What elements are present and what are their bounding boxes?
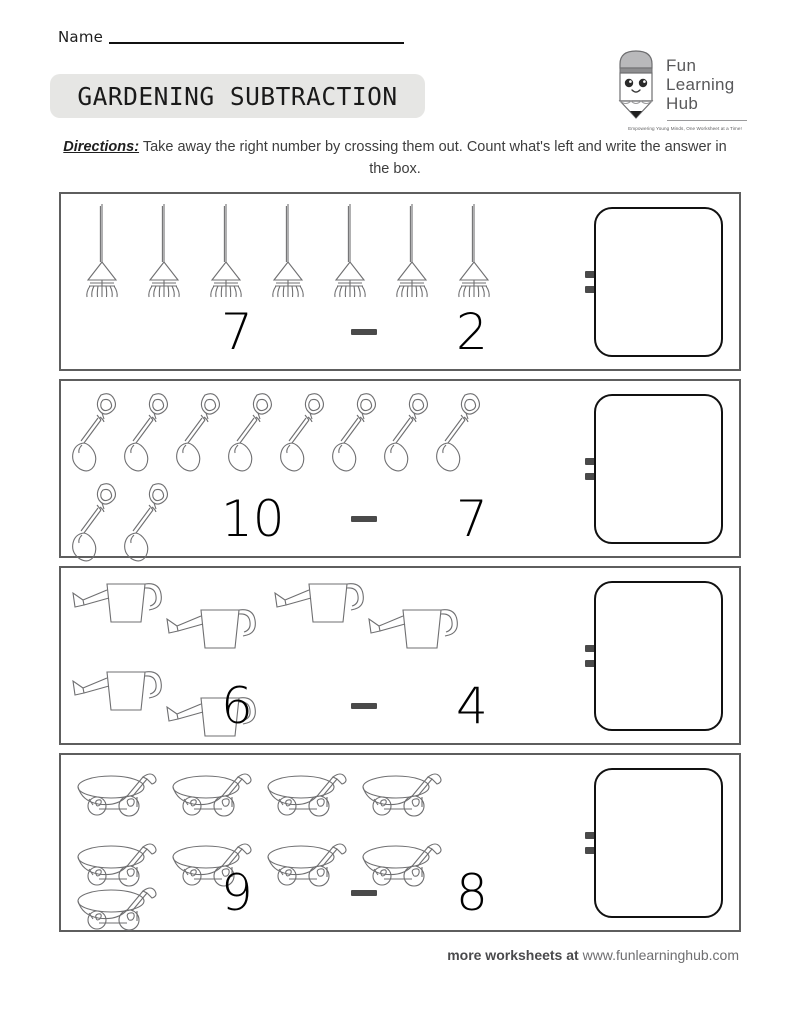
equation [71,295,531,361]
wheelbarrow-icon[interactable] [166,761,256,831]
shovel-icon[interactable] [435,387,487,477]
name-write-line[interactable] [109,42,404,44]
minuend: 9 [221,864,253,922]
watering-can-icon[interactable] [71,574,179,662]
logo-wordmark [666,56,735,113]
footer [0,947,791,963]
subtrahend: 2 [456,303,488,361]
answer-box[interactable] [594,207,723,357]
name-field-row [58,30,404,47]
minuend: 6 [221,677,253,735]
shovel-icon[interactable] [331,387,383,477]
minuend: 7 [221,303,253,361]
logo-line-2: Learning [666,75,735,94]
name-label: Name [58,28,104,46]
pencil-character-icon [610,48,662,122]
directions-label: Directions: [63,139,140,155]
watering-can-icon[interactable] [165,600,273,662]
subtrahend: 7 [456,490,488,548]
wheelbarrow-icon[interactable] [261,761,351,831]
watering-can-icon[interactable] [273,574,381,662]
worksheet-title-box [50,74,425,118]
directions-text: Take away the right number by crossing them out. Count what's left and write the answer in the box. [142,139,727,177]
shovel-icon[interactable] [71,387,123,477]
rake-icon-group[interactable] [71,200,526,300]
logo-line-3: Hub [666,94,699,113]
rake-icon[interactable] [71,200,133,300]
wheelbarrow-icon[interactable] [356,761,446,831]
footer-url[interactable]: www.funlearninghub.com [582,947,739,963]
rake-icon[interactable] [319,200,381,300]
rake-icon[interactable] [257,200,319,300]
minus-sign [351,516,377,522]
logo-divider [667,120,747,121]
subtrahend: 4 [456,677,488,735]
problem-list [59,192,741,940]
rake-icon[interactable] [195,200,257,300]
minuend: 10 [221,490,285,548]
minus-sign [351,890,377,896]
shovel-icon[interactable] [123,387,175,477]
answer-box[interactable] [594,768,723,918]
directions [55,136,735,180]
subtrahend: 8 [456,864,488,922]
page-title: GARDENING SUBTRACTION [77,81,398,111]
minus-sign [351,703,377,709]
watering-can-icon[interactable] [367,600,475,662]
logo-tagline: Empowering Young Minds, One Worksheet at a Time! [628,126,742,131]
rake-icon[interactable] [443,200,505,300]
problem-row [59,566,741,745]
rake-icon[interactable] [381,200,443,300]
shovel-icon[interactable] [175,387,227,477]
equation [71,482,531,548]
problem-row [59,379,741,558]
answer-box[interactable] [594,581,723,731]
shovel-icon[interactable] [227,387,279,477]
brand-logo [604,48,754,136]
counting-icons-area [71,574,526,684]
answer-box[interactable] [594,394,723,544]
counting-icons-area [71,200,526,310]
minus-sign [351,329,377,335]
wheelbarrow-icon[interactable] [71,761,161,831]
footer-cta: more worksheets at [447,947,579,963]
shovel-icon[interactable] [279,387,331,477]
shovel-icon[interactable] [383,387,435,477]
equation [71,669,531,735]
problem-row [59,192,741,371]
rake-icon[interactable] [133,200,195,300]
logo-line-1: Fun [666,56,697,75]
equation [71,856,531,922]
counting-icons-area [71,387,526,497]
problem-row [59,753,741,932]
counting-icons-area [71,761,526,871]
